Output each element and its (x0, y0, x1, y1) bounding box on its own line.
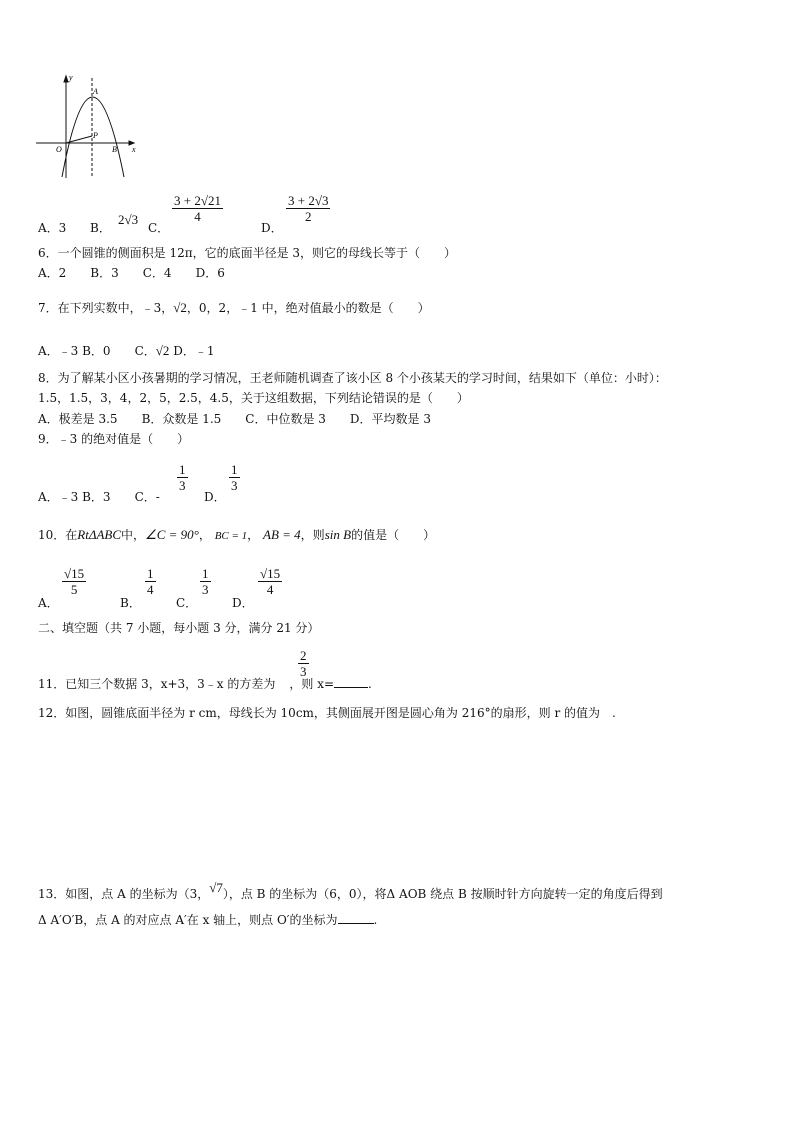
numerator: 1 (179, 462, 186, 477)
point-p-label: P (93, 131, 98, 140)
q11-end: . (368, 677, 372, 691)
q7-opt-d: D．﹣1 (173, 344, 215, 358)
q9-stem: 9．﹣3 的绝对值是（ ） (38, 432, 190, 446)
q5-option-b-value: 2√3 (118, 212, 139, 227)
q5-option-c-fraction (172, 193, 223, 224)
q11-fraction (298, 648, 309, 679)
q9-option-c-fraction (177, 462, 188, 493)
q10-bc: BC = 1 (214, 530, 248, 542)
section-fill-in-title: 二、填空题（共 7 小题，每小题 3 分，满分 21 分） (38, 621, 320, 635)
y-label: y (69, 73, 73, 82)
numerator: 1 (231, 462, 238, 477)
numerator: √15 (64, 566, 85, 581)
q13-line2-text: Δ A′O′B，点 A 的对应点 A′在 x 轴上，则点 O′的坐标为 (38, 913, 338, 927)
denominator: 3 (300, 664, 307, 679)
q13-stem-b: ），点 B 的坐标为（6，0），将Δ AOB 绕点 B 按顺时针方向旋转一定的角度后得到 (222, 887, 663, 901)
q7-opt-a: A．﹣3 B．0 C． (38, 344, 156, 358)
q11-answer-blank[interactable] (334, 676, 368, 688)
denominator: 4 (194, 209, 201, 224)
q5-option-d-fraction (286, 193, 330, 224)
q10-part: ， (247, 528, 260, 542)
origin-label: O (56, 145, 62, 154)
q6-stem: 6．一个圆锥的侧面积是 12π，它的底面半径是 3，则它的母线长等于（ ） (38, 246, 457, 260)
q7-stem (38, 300, 430, 316)
q8-line2: 1.5，1.5，3，4，2，5，2.5，4.5，关于这组数据，下列结论错误的是（ ） (38, 391, 469, 405)
q5-option-c-label: C． (148, 221, 170, 235)
q10-angle: ∠C = 90° (145, 527, 199, 542)
q10-part: ， (198, 528, 211, 542)
numerator: 2 (300, 648, 307, 663)
q7-options (38, 343, 215, 359)
q10-option-b-label: B． (120, 596, 141, 610)
q10-option-a-fraction (62, 566, 86, 597)
q10-option-a-label: A． (38, 596, 59, 610)
q7-opt-root: √2 (155, 343, 170, 358)
q11-stem (38, 676, 372, 692)
numerator: 3 + 2√21 (174, 193, 221, 208)
q10-option-c-fraction (200, 566, 211, 597)
q10-ab: AB = 4 (263, 527, 301, 542)
denominator: 3 (231, 478, 238, 493)
denominator: 4 (147, 582, 154, 597)
q11-stem-a: 11．已知三个数据 3，x+3，3﹣x 的方差为 (38, 677, 276, 691)
q10-triangle: RtΔABC (77, 527, 122, 542)
q13-root: √7 (209, 880, 223, 895)
q7-stem-b: ，0，2，﹣1 中，绝对值最小的数是（ ） (186, 301, 430, 315)
q10-option-c-label: C． (176, 596, 198, 610)
denominator: 3 (202, 582, 209, 597)
q5-option-d-label: D． (261, 221, 283, 235)
q7-stem-root: √2 (173, 300, 187, 315)
denominator: 4 (266, 582, 274, 597)
q11-stem-b: ，则 x= (289, 677, 335, 691)
q13-stem-a: 13．如图，点 A 的坐标为（3， (38, 887, 210, 901)
denominator: 3 (179, 478, 186, 493)
q13-line2 (38, 912, 377, 928)
point-a-label: A (93, 87, 98, 96)
q10-option-b-fraction (145, 566, 156, 597)
denominator: 2 (304, 209, 312, 224)
q10-stem (38, 527, 435, 544)
q10-option-d-label: D． (232, 596, 254, 610)
parabola-graph (36, 72, 142, 182)
q10-option-d-fraction (258, 566, 282, 597)
q9-option-d-label: D． (204, 490, 226, 504)
q7-stem-a: 7．在下列实数中，﹣3， (38, 301, 174, 315)
point-b-label: B (112, 145, 117, 154)
y-arrow (64, 76, 68, 82)
q6-options: A．2 B．3 C．4 D．6 (38, 266, 225, 280)
q10-part: 10．在 (38, 528, 78, 542)
q8-line1: 8．为了解某小区小孩暑期的学习情况，王老师随机调查了该小区 8 个小孩某天的学习时间，结果如下（单位：小时）： (38, 371, 667, 385)
q5-option-b-label: B． (90, 221, 111, 235)
denominator: 5 (70, 582, 78, 597)
numerator: 1 (147, 566, 154, 581)
q13-answer-blank[interactable] (338, 912, 374, 924)
q13-stem (38, 880, 663, 902)
numerator: 1 (202, 566, 209, 581)
q12-stem: 12．如图，圆锥底面半径为 r cm，母线长为 10cm，其侧面展开图是圆心角为 216°的扇形，则 r 的值为 . (38, 706, 616, 720)
numerator: √15 (260, 566, 281, 581)
q9-options-ab: A．﹣3 B．3 C．- (38, 490, 160, 504)
q10-sinb: sin B (324, 527, 352, 542)
numerator: 3 + 2√3 (288, 193, 329, 208)
q5-option-a: A．3 (38, 221, 67, 235)
q13-end: . (373, 913, 378, 927)
q10-part: 中， (121, 528, 146, 542)
q9-option-d-fraction (229, 462, 240, 493)
q10-part: 的值是（ ） (351, 528, 436, 542)
x-label: x (132, 145, 136, 154)
q10-part: ，则 (300, 528, 325, 542)
q8-options: A．极差是 3.5 B．众数是 1.5 C．中位数是 3 D．平均数是 3 (38, 412, 431, 426)
